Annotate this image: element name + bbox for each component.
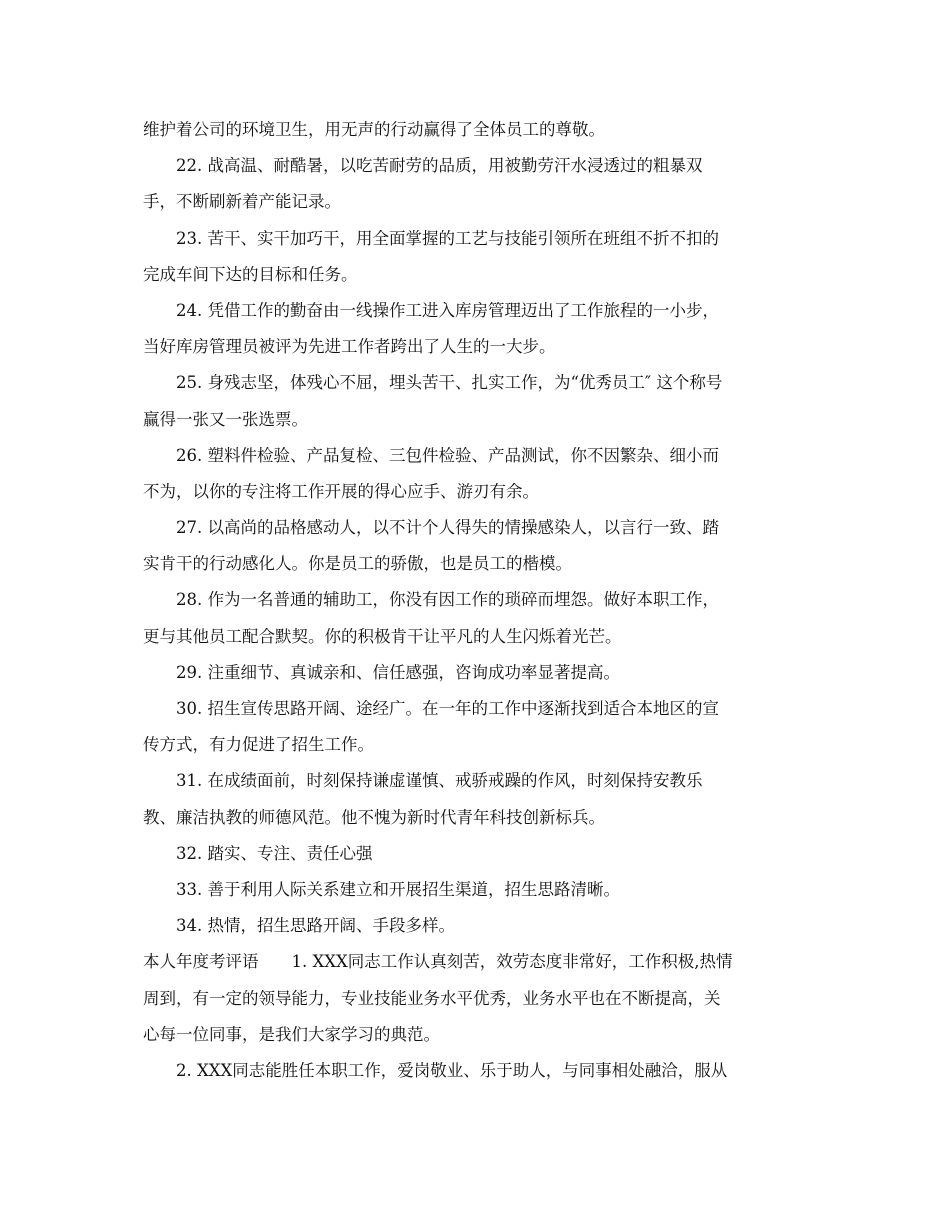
text-line: 传方式，有力促进了招生工作。 [143,735,374,755]
text-line: 27. 以高尚的品格感动人，以不计个人得失的情操感染人，以言行一致、踏 [176,518,719,538]
text-line: 26. 塑料件检验、产品复检、三包件检验、产品测试，你不因繁杂、细小而 [176,445,719,465]
text-line: 实肯干的行动感化人。你是员工的骄傲，也是员工的楷模。 [143,554,572,574]
text-line: 本人年度考评语 1. XXX同志工作认真刻苦，效劳态度非常好，工作积极,热情 [143,952,733,972]
text-line: 25. 身残志坚，体残心不屈，埋头苦干、扎实工作，为“优秀员工″ 这个称号 [176,373,723,393]
text-line: 赢得一张又一张选票。 [143,409,308,429]
text-line: 手，不断刷新着产能记录。 [143,192,341,212]
text-line: 维护着公司的环境卫生，用无声的行动赢得了全体员工的尊敬。 [143,120,605,139]
text-line: 28. 作为一名普通的辅助工，你没有因工作的琐碎而埋怨。做好本职工作， [176,590,719,610]
text-line: 更与其他员工配合默契。你的积极肯干让平凡的人生闪烁着光芒。 [143,626,622,646]
text-line: 心每一位同事，是我们大家学习的典范。 [143,1024,440,1044]
text-line: 不为，以你的专注将工作开展的得心应手、游刃有余。 [143,481,539,501]
text-line: 2. XXX同志能胜任本职工作，爱岗敬业、乐于助人，与同事相处融洽，服从 [176,1060,728,1080]
text-line: 22. 战高温、耐酷暑，以吃苦耐劳的品质，用被勤劳汗水浸透过的粗暴双 [176,156,703,176]
text-line: 32. 踏实、专注、责任心强 [176,843,373,863]
text-line: 30. 招生宣传思路开阔、途经广。在一年的工作中逐渐找到适合本地区的宣 [176,699,719,718]
text-line: 完成车间下达的目标和任务。 [143,264,358,284]
document-body [143,112,813,1089]
text-line: 33. 善于利用人际关系建立和开展招生渠道，招生思路清晰。 [176,879,620,899]
text-line: 周到，有一定的领导能力，专业技能业务水平优秀，业务水平也在不断提高，关 [143,988,721,1008]
text-line: 31. 在成绩面前，时刻保持谦虚谨慎、戒骄戒躁的作风，时刻保持安教乐 [176,771,703,791]
text-line: 29. 注重细节、真诚亲和、信任感强，咨询成功率显著提高。 [176,662,620,682]
text-line: 当好库房管理员被评为先进工作者跨出了人生的一大步。 [143,337,556,357]
text-line: 24. 凭借工作的勤奋由一线操作工进入库房管理迈出了工作旅程的一小步， [176,300,719,320]
text-line: 教、廉洁执教的师德风范。他不愧为新时代青年科技创新标兵。 [143,807,605,827]
text-line: 23. 苦干、实干加巧干，用全面掌握的工艺与技能引领所在班组不折不扣的 [176,228,719,248]
text-line: 34. 热情，招生思路开阔、手段多样。 [176,916,455,936]
